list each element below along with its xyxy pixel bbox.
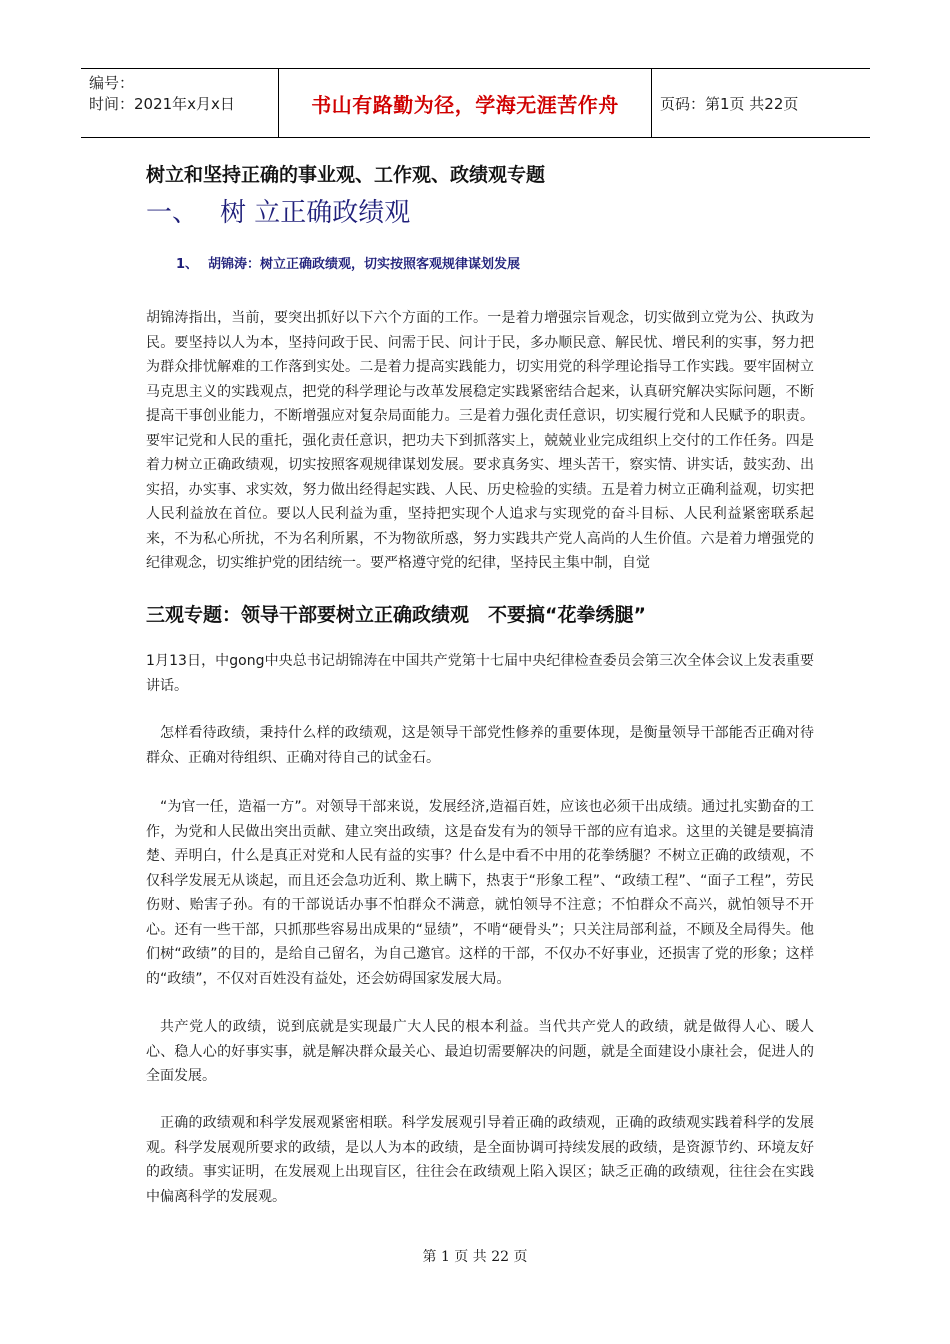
document-date-label: 时间：2021年x月x日 bbox=[89, 95, 235, 113]
section-number: 一、 bbox=[146, 198, 199, 228]
subsection-title: 胡锦涛：树立正确政绩观，切实按照客观规律谋划发展 bbox=[208, 257, 521, 272]
paragraph-3: 怎样看待政绩，秉持什么样的政绩观，这是领导干部党性修养的重要体现，是衡量领导干部能否正确对待群众、正确对待组织、正确对待自己的试金石。 bbox=[146, 725, 814, 766]
header-left-cell bbox=[81, 69, 279, 137]
paragraph-5: 共产党人的政绩，说到底就是实现最广大人民的根本利益。当代共产党人的政绩，就是做得人心、暖人心、稳人心的好事实事，就是解决群众最关心、最迫切需要解决的问题，就是全面建设小康社会，促进人的全面发展。 bbox=[146, 1019, 814, 1084]
document-title: 树立和坚持正确的事业观、工作观、政绩观专题 bbox=[146, 164, 546, 186]
header-page-label: 页码：第1页 共22页 bbox=[660, 94, 799, 113]
page-footer: 第 1 页 共 22 页 bbox=[422, 1249, 528, 1265]
paragraph-4: “为官一任，造福一方”。对领导干部来说，发展经济,造福百姓，应该也必须干出成绩。通过扎实勤奋的工作，为党和人民做出突出贡献、建立突出政绩，这是奋发有为的领导干部的应有追求。这里的关键是要搞清楚、弄明白，什么是真正对党和人民有益的实事？什么是中看不中用的花拳绣腿？不树立正确的政绩观，不仅科学发展无从谈起，而且还会急功近利、欺上瞒下，热衷于“形象工程”、“政绩工程”、“面子工程”，劳民伤财、贻害子孙。有的干部说话办事不怕群众不满意，就怕领导不注意；不怕群众不高兴，就怕领导不开心。还有一些干部，只抓那些容易出成果的“显绩”，不啃“硬骨头”；只关注局部利益，不顾及全局得失。他们树“政绩”的目的，是给自己留名，为自己邀官。这样的干部，不仅办不好事业，还损害了党的形象；这样的“政绩”，不仅对百姓没有益处，还会妨碍国家发展大局。 bbox=[146, 799, 814, 987]
section-heading-1 bbox=[146, 192, 410, 229]
paragraph-2: 1月13日，中gong中央总书记胡锦涛在中国共产党第十七届中央纪律检查委员会第三次全体会议上发表重要讲话。 bbox=[146, 653, 814, 694]
subsection-number: 1、 bbox=[176, 257, 199, 272]
paragraph-1: 胡锦涛指出，当前，要突出抓好以下六个方面的工作。一是着力增强宗旨观念，切实做到立党为公、执政为民。要坚持以人为本，坚持问政于民、问需于民、问计于民，多办顺民意、解民忧、增民利的实事，努力把为群众排忧解难的工作落到实处。二是着力提高实践能力，切实用党的科学理论指导工作实践。要牢固树立马克思主义的实践观点，把党的科学理论与改革发展稳定实践紧密结合起来，认真研究解决实际问题，不断提高干事创业能力，不断增强应对复杂局面能力。三是着力强化责任意识，切实履行党和人民赋予的职责。要牢记党和人民的重托，强化责任意识，把功夫下到抓落实上，兢兢业业完成组织上交付的工作任务。四是着力树立正确政绩观，切实按照客观规律谋划发展。要求真务实、埋头苦干，察实情、讲实话，鼓实劲、出实招，办实事、求实效，努力做出经得起实践、人民、历史检验的实绩。五是着力树立正确利益观，切实把人民利益放在首位。要以人民利益为重，坚持把实现个人追求与实现党的奋斗目标、人民利益紧密联系起来，不为私心所扰，不为名利所累，不为物欲所惑，努力实践共产党人高尚的人生价值。六是着力增强党的纪律观念，切实维护党的团结统一。要严格遵守党的纪律，坚持民主集中制，自觉 bbox=[146, 310, 814, 571]
section-title: 树 立正确政绩观 bbox=[220, 198, 411, 228]
header-table bbox=[81, 68, 870, 138]
paragraph-6: 正确的政绩观和科学发展观紧密相联。科学发展观引导着正确的政绩观，正确的政绩观实践着科学的发展观。科学发展观所要求的政绩，是以人为本的政绩，是全面协调可持续发展的政绩，是资源节约、环境友好的政绩。事实证明，在发展观上出现盲区，往往会在政绩观上陷入误区；缺乏正确的政绩观，往往会在实践中偏离科学的发展观。 bbox=[146, 1115, 814, 1205]
header-motto: 书山有路勤为径，学海无涯苦作舟 bbox=[311, 92, 619, 117]
document-number-label: 编号： bbox=[89, 74, 135, 92]
header-motto-cell bbox=[279, 69, 652, 137]
subsection-heading-1 bbox=[176, 253, 520, 272]
section-heading-2: 三观专题：领导干部要树立正确政绩观 不要搞“花拳绣腿” bbox=[146, 604, 646, 626]
header-page-cell bbox=[652, 69, 870, 137]
